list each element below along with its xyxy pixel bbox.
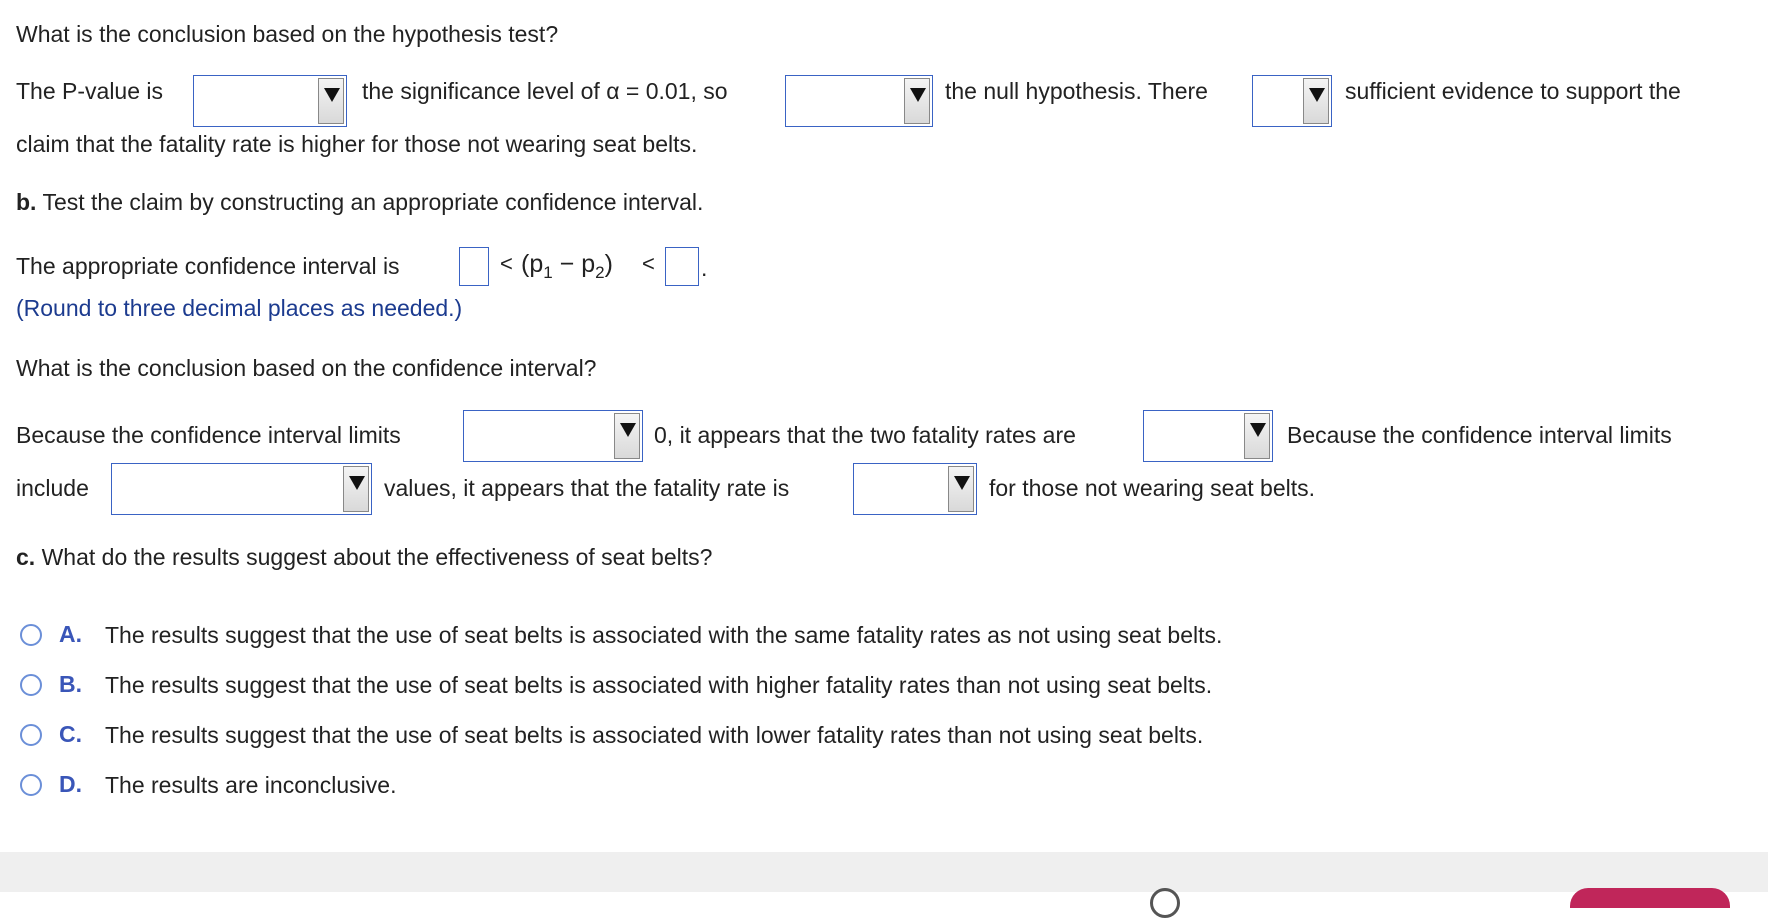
ci-conclusion-include: include xyxy=(16,475,89,501)
ci-conclusion-text-5: values, it appears that the fatality rate is xyxy=(384,475,790,501)
ci-expression xyxy=(521,250,613,287)
null-hypothesis-text: the null hypothesis. There xyxy=(945,78,1208,104)
ci-conclusion-text-2: 0, it appears that the two fatality rates are xyxy=(654,422,1076,448)
part-b-text: Test the claim by constructing an appropriate confidence interval. xyxy=(42,189,704,215)
chevron-down-icon[interactable] xyxy=(343,466,369,512)
option-c-radio[interactable] xyxy=(20,724,42,746)
fatality-rate-direction-dropdown[interactable] xyxy=(853,463,977,515)
part-c-label: c. xyxy=(16,544,36,570)
help-icon[interactable] xyxy=(1150,888,1180,918)
part-b-heading xyxy=(16,188,703,216)
question-hypothesis-test: What is the conclusion based on the hypothesis test? xyxy=(16,21,559,47)
option-c-letter: C. xyxy=(59,721,82,747)
significance-text xyxy=(362,77,728,105)
ci-upper-input[interactable] xyxy=(665,247,699,286)
option-d-text: The results are inconclusive. xyxy=(105,772,397,798)
pvalue-label: The P-value is xyxy=(16,78,164,104)
ci-conclusion-text-3: Because the confidence interval limits xyxy=(1287,422,1672,448)
part-c-text: What do the results suggest about the effectiveness of seat belts? xyxy=(41,544,713,570)
significance-label: the significance level of xyxy=(362,78,600,104)
option-b-text: The results suggest that the use of seat belts is associated with higher fatality rates than not using seat belts. xyxy=(105,672,1213,698)
include-values-dropdown[interactable] xyxy=(111,463,372,515)
ci-conclusion-text-1: Because the confidence interval limits xyxy=(16,422,401,448)
ci-lt-2: < xyxy=(642,251,655,276)
part-c-heading xyxy=(16,543,712,571)
option-c-text: The results suggest that the use of seat belts is associated with lower fatality rates than not using seat belts. xyxy=(105,722,1204,748)
round-instruction: (Round to three decimal places as needed.) xyxy=(16,295,463,321)
fatality-rates-dropdown[interactable] xyxy=(1143,410,1273,462)
ci-conclusion-text-6: for those not wearing seat belts. xyxy=(989,475,1316,501)
ci-question: What is the conclusion based on the confidence interval? xyxy=(16,355,597,381)
evidence-text: sufficient evidence to support the xyxy=(1345,78,1681,104)
chevron-down-icon[interactable] xyxy=(318,78,344,124)
ci-sub-1: 1 xyxy=(543,263,553,282)
option-d-letter: D. xyxy=(59,771,82,797)
option-a-radio[interactable] xyxy=(20,624,42,646)
chevron-down-icon[interactable] xyxy=(948,466,974,512)
chevron-down-icon[interactable] xyxy=(1303,78,1329,124)
claim-text: claim that the fatality rate is higher for those not wearing seat belts. xyxy=(16,131,698,157)
ci-lt-1: < xyxy=(500,251,513,276)
footer-bar xyxy=(0,852,1768,892)
ci-period: . xyxy=(701,255,708,281)
null-hypothesis-decision-dropdown[interactable] xyxy=(785,75,933,127)
alpha-value: α = 0.01, so xyxy=(606,78,728,104)
ci-expr-close: ) xyxy=(604,250,613,278)
check-answer-button[interactable] xyxy=(1570,888,1730,908)
ci-lead: The appropriate confidence interval is xyxy=(16,253,400,279)
evidence-dropdown[interactable] xyxy=(1252,75,1332,127)
ci-sub-2: 2 xyxy=(595,263,605,282)
option-a-letter: A. xyxy=(59,621,82,647)
ci-limits-dropdown[interactable] xyxy=(463,410,643,462)
part-b-label: b. xyxy=(16,189,37,215)
ci-expr-open: (p xyxy=(521,250,544,278)
ci-minus: − p xyxy=(552,250,596,278)
option-b-radio[interactable] xyxy=(20,674,42,696)
option-b-letter: B. xyxy=(59,671,82,697)
chevron-down-icon[interactable] xyxy=(1244,413,1270,459)
ci-lower-input[interactable] xyxy=(459,247,489,286)
pvalue-comparison-dropdown[interactable] xyxy=(193,75,347,127)
chevron-down-icon[interactable] xyxy=(614,413,640,459)
chevron-down-icon[interactable] xyxy=(904,78,930,124)
option-d-radio[interactable] xyxy=(20,774,42,796)
option-a-text: The results suggest that the use of seat belts is associated with the same fatality rates as not using seat belts. xyxy=(105,622,1223,648)
